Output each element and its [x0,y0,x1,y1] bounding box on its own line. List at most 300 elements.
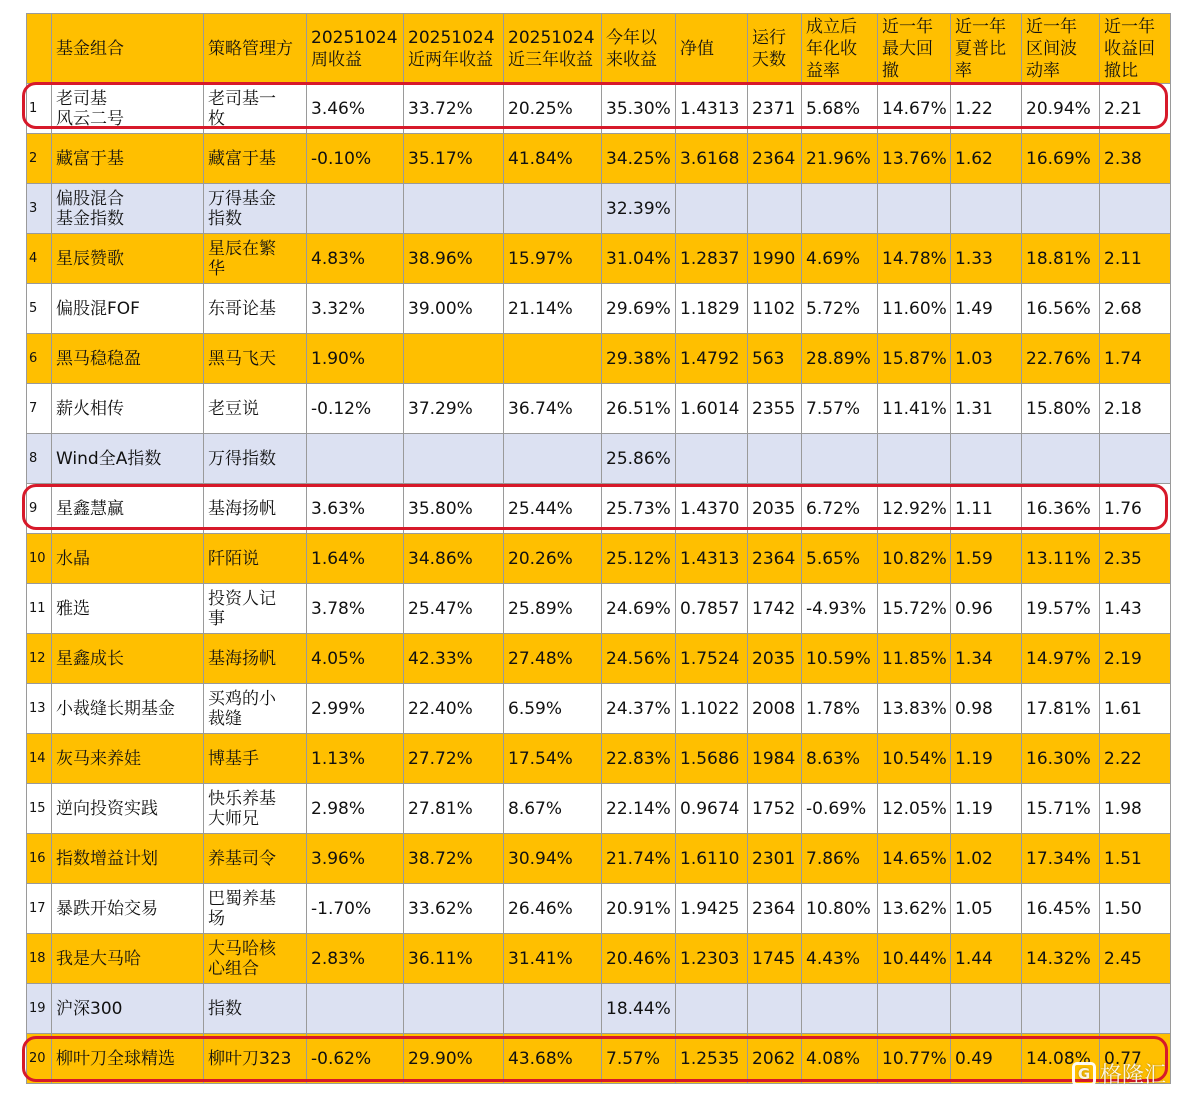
cell-portfolio: 星鑫慧赢 [52,484,204,534]
cell-nav: 1.7524 [676,634,748,684]
cell-running-days: 2355 [748,384,802,434]
cell-ytd-return: 24.69% [602,584,676,634]
cell-sharpe-ratio: 0.98 [951,684,1022,734]
table-row [27,534,1171,584]
table-row [27,484,1171,534]
cell-three-year-return [504,334,602,384]
cell-return-drawdown-ratio: 1.43 [1100,584,1171,634]
cell-max-drawdown: 10.82% [878,534,951,584]
cell-ytd-return: 22.14% [602,784,676,834]
cell-nav [676,984,748,1034]
cell-sharpe-ratio: 1.03 [951,334,1022,384]
cell-three-year-return: 20.25% [504,84,602,134]
cell-annualized-return [802,184,878,234]
cell-annualized-return: 5.68% [802,84,878,134]
cell-sharpe-ratio [951,984,1022,1034]
cell-index: 12 [27,634,52,684]
table-row [27,634,1171,684]
cell-annualized-return: 5.72% [802,284,878,334]
cell-annualized-return: 4.43% [802,934,878,984]
cell-volatility: 18.81% [1022,234,1100,284]
cell-two-year-return: 25.47% [404,584,504,634]
header-ytd-return: 今年以 来收益 [602,14,676,84]
cell-sharpe-ratio: 1.34 [951,634,1022,684]
cell-nav: 1.1829 [676,284,748,334]
cell-weekly-return: 2.98% [307,784,404,834]
cell-nav: 3.6168 [676,134,748,184]
cell-sharpe-ratio: 1.11 [951,484,1022,534]
cell-return-drawdown-ratio: 0.77 [1100,1034,1171,1084]
cell-max-drawdown: 11.60% [878,284,951,334]
cell-ytd-return: 29.69% [602,284,676,334]
cell-manager: 万得指数 [204,434,307,484]
cell-running-days [748,984,802,1034]
cell-manager: 老豆说 [204,384,307,434]
cell-return-drawdown-ratio: 1.61 [1100,684,1171,734]
cell-return-drawdown-ratio: 1.74 [1100,334,1171,384]
cell-index: 9 [27,484,52,534]
cell-manager: 万得基金 指数 [204,184,307,234]
cell-max-drawdown: 13.83% [878,684,951,734]
cell-running-days: 2364 [748,134,802,184]
table-row [27,784,1171,834]
cell-ytd-return: 32.39% [602,184,676,234]
cell-sharpe-ratio [951,184,1022,234]
cell-sharpe-ratio: 1.59 [951,534,1022,584]
cell-return-drawdown-ratio [1100,434,1171,484]
cell-max-drawdown: 11.41% [878,384,951,434]
cell-max-drawdown: 14.67% [878,84,951,134]
cell-annualized-return: 7.86% [802,834,878,884]
cell-max-drawdown: 11.85% [878,634,951,684]
cell-annualized-return: 6.72% [802,484,878,534]
cell-three-year-return: 25.89% [504,584,602,634]
cell-nav: 0.7857 [676,584,748,634]
cell-volatility: 16.30% [1022,734,1100,784]
cell-max-drawdown: 12.05% [878,784,951,834]
cell-volatility [1022,434,1100,484]
cell-annualized-return: 4.08% [802,1034,878,1084]
cell-index: 19 [27,984,52,1034]
cell-ytd-return: 29.38% [602,334,676,384]
cell-volatility: 14.97% [1022,634,1100,684]
cell-manager: 藏富于基 [204,134,307,184]
cell-weekly-return: 4.83% [307,234,404,284]
cell-return-drawdown-ratio: 2.18 [1100,384,1171,434]
cell-portfolio: 藏富于基 [52,134,204,184]
cell-nav: 1.9425 [676,884,748,934]
cell-annualized-return: 4.69% [802,234,878,284]
cell-ytd-return: 20.46% [602,934,676,984]
cell-volatility: 16.69% [1022,134,1100,184]
cell-portfolio: 偏股混合 基金指数 [52,184,204,234]
cell-portfolio: 指数增益计划 [52,834,204,884]
cell-two-year-return: 35.17% [404,134,504,184]
cell-sharpe-ratio: 1.62 [951,134,1022,184]
cell-sharpe-ratio: 1.33 [951,234,1022,284]
cell-two-year-return: 42.33% [404,634,504,684]
cell-return-drawdown-ratio [1100,984,1171,1034]
cell-max-drawdown: 10.54% [878,734,951,784]
cell-annualized-return: -0.69% [802,784,878,834]
cell-weekly-return: -0.12% [307,384,404,434]
table-row [27,584,1171,634]
cell-portfolio: 逆向投资实践 [52,784,204,834]
cell-two-year-return: 34.86% [404,534,504,584]
cell-manager: 阡陌说 [204,534,307,584]
cell-three-year-return [504,184,602,234]
cell-sharpe-ratio: 1.49 [951,284,1022,334]
header-manager: 策略管理方 [204,14,307,84]
cell-max-drawdown [878,984,951,1034]
cell-manager: 指数 [204,984,307,1034]
table-row [27,84,1171,134]
cell-return-drawdown-ratio: 2.22 [1100,734,1171,784]
cell-running-days: 1102 [748,284,802,334]
table-row [27,134,1171,184]
cell-volatility: 17.81% [1022,684,1100,734]
cell-sharpe-ratio: 0.49 [951,1034,1022,1084]
cell-annualized-return [802,434,878,484]
cell-sharpe-ratio: 1.19 [951,784,1022,834]
cell-two-year-return [404,434,504,484]
cell-portfolio: 老司基 风云二号 [52,84,204,134]
cell-two-year-return: 37.29% [404,384,504,434]
cell-portfolio: 薪火相传 [52,384,204,434]
table-row [27,834,1171,884]
table-row [27,384,1171,434]
cell-volatility: 15.71% [1022,784,1100,834]
cell-return-drawdown-ratio: 2.68 [1100,284,1171,334]
cell-three-year-return: 21.14% [504,284,602,334]
cell-two-year-return: 39.00% [404,284,504,334]
cell-two-year-return: 36.11% [404,934,504,984]
cell-manager: 柳叶刀323 [204,1034,307,1084]
cell-sharpe-ratio: 0.96 [951,584,1022,634]
header-row [27,14,1171,84]
cell-sharpe-ratio: 1.19 [951,734,1022,784]
cell-nav [676,184,748,234]
cell-nav: 1.4370 [676,484,748,534]
cell-volatility: 22.76% [1022,334,1100,384]
cell-manager: 老司基一 枚 [204,84,307,134]
cell-return-drawdown-ratio: 2.35 [1100,534,1171,584]
cell-nav: 1.6110 [676,834,748,884]
cell-annualized-return [802,984,878,1034]
cell-three-year-return [504,984,602,1034]
cell-manager: 买鸡的小 裁缝 [204,684,307,734]
table-row [27,1034,1171,1084]
cell-max-drawdown: 13.62% [878,884,951,934]
cell-running-days: 1742 [748,584,802,634]
header-weekly-return: 20251024 周收益 [307,14,404,84]
cell-sharpe-ratio: 1.02 [951,834,1022,884]
cell-manager: 博基手 [204,734,307,784]
cell-return-drawdown-ratio [1100,184,1171,234]
cell-max-drawdown: 10.44% [878,934,951,984]
cell-sharpe-ratio: 1.22 [951,84,1022,134]
cell-volatility [1022,984,1100,1034]
cell-weekly-return [307,184,404,234]
cell-sharpe-ratio: 1.05 [951,884,1022,934]
header-sharpe-ratio: 近一年 夏普比 率 [951,14,1022,84]
cell-max-drawdown: 10.77% [878,1034,951,1084]
cell-annualized-return: 5.65% [802,534,878,584]
cell-weekly-return: -1.70% [307,884,404,934]
table-row [27,984,1171,1034]
cell-running-days [748,434,802,484]
cell-portfolio: 灰马来养娃 [52,734,204,784]
cell-ytd-return: 34.25% [602,134,676,184]
cell-three-year-return: 17.54% [504,734,602,784]
cell-portfolio: 星辰赞歌 [52,234,204,284]
cell-ytd-return: 21.74% [602,834,676,884]
cell-running-days: 1745 [748,934,802,984]
cell-index: 15 [27,784,52,834]
cell-annualized-return: 21.96% [802,134,878,184]
cell-two-year-return: 35.80% [404,484,504,534]
header-annualized-return: 成立后 年化收 益率 [802,14,878,84]
cell-ytd-return: 25.73% [602,484,676,534]
cell-two-year-return: 22.40% [404,684,504,734]
cell-running-days [748,184,802,234]
cell-return-drawdown-ratio: 1.76 [1100,484,1171,534]
cell-nav: 1.2303 [676,934,748,984]
header-running-days: 运行 天数 [748,14,802,84]
table-row [27,184,1171,234]
cell-two-year-return: 29.90% [404,1034,504,1084]
cell-annualized-return: 1.78% [802,684,878,734]
cell-volatility: 16.56% [1022,284,1100,334]
cell-index: 5 [27,284,52,334]
cell-index: 2 [27,134,52,184]
cell-max-drawdown: 13.76% [878,134,951,184]
cell-volatility: 17.34% [1022,834,1100,884]
cell-two-year-return [404,184,504,234]
cell-manager: 巴蜀养基 场 [204,884,307,934]
cell-three-year-return [504,434,602,484]
cell-annualized-return: 28.89% [802,334,878,384]
table-row [27,434,1171,484]
cell-max-drawdown [878,434,951,484]
cell-two-year-return: 38.96% [404,234,504,284]
cell-index: 17 [27,884,52,934]
cell-running-days: 563 [748,334,802,384]
table-row [27,684,1171,734]
cell-running-days: 2364 [748,884,802,934]
cell-portfolio: 我是大马哈 [52,934,204,984]
cell-portfolio: 星鑫成长 [52,634,204,684]
cell-nav: 1.5686 [676,734,748,784]
cell-manager: 投资人记 事 [204,584,307,634]
cell-running-days: 2364 [748,534,802,584]
header-portfolio: 基金组合 [52,14,204,84]
cell-three-year-return: 41.84% [504,134,602,184]
cell-weekly-return: 3.63% [307,484,404,534]
cell-ytd-return: 26.51% [602,384,676,434]
cell-max-drawdown: 14.65% [878,834,951,884]
cell-weekly-return [307,984,404,1034]
cell-ytd-return: 20.91% [602,884,676,934]
cell-max-drawdown: 12.92% [878,484,951,534]
cell-sharpe-ratio [951,434,1022,484]
cell-max-drawdown [878,184,951,234]
cell-ytd-return: 22.83% [602,734,676,784]
cell-nav: 1.6014 [676,384,748,434]
cell-volatility: 14.08% [1022,1034,1100,1084]
cell-weekly-return: -0.62% [307,1034,404,1084]
cell-three-year-return: 20.26% [504,534,602,584]
table-row [27,234,1171,284]
cell-three-year-return: 31.41% [504,934,602,984]
cell-return-drawdown-ratio: 1.51 [1100,834,1171,884]
cell-three-year-return: 8.67% [504,784,602,834]
cell-weekly-return: 1.13% [307,734,404,784]
cell-weekly-return [307,434,404,484]
cell-ytd-return: 25.12% [602,534,676,584]
header-index [27,14,52,84]
cell-running-days: 1752 [748,784,802,834]
cell-running-days: 1990 [748,234,802,284]
cell-annualized-return: -4.93% [802,584,878,634]
cell-weekly-return: 1.90% [307,334,404,384]
cell-ytd-return: 31.04% [602,234,676,284]
cell-three-year-return: 6.59% [504,684,602,734]
header-volatility: 近一年 区间波 动率 [1022,14,1100,84]
cell-manager: 养基司令 [204,834,307,884]
cell-return-drawdown-ratio: 2.45 [1100,934,1171,984]
cell-two-year-return: 33.72% [404,84,504,134]
cell-running-days: 2301 [748,834,802,884]
header-three-year-return: 20251024 近三年收益 [504,14,602,84]
cell-manager: 基海扬帆 [204,484,307,534]
cell-index: 1 [27,84,52,134]
cell-return-drawdown-ratio: 2.11 [1100,234,1171,284]
header-nav: 净值 [676,14,748,84]
cell-portfolio: 黑马稳稳盈 [52,334,204,384]
cell-volatility: 19.57% [1022,584,1100,634]
cell-index: 11 [27,584,52,634]
cell-return-drawdown-ratio: 1.50 [1100,884,1171,934]
cell-ytd-return: 18.44% [602,984,676,1034]
cell-portfolio: 暴跌开始交易 [52,884,204,934]
cell-volatility: 20.94% [1022,84,1100,134]
cell-ytd-return: 7.57% [602,1034,676,1084]
cell-running-days: 2035 [748,484,802,534]
cell-index: 13 [27,684,52,734]
cell-index: 3 [27,184,52,234]
cell-volatility: 15.80% [1022,384,1100,434]
table-row [27,334,1171,384]
cell-manager: 大马哈核 心组合 [204,934,307,984]
cell-three-year-return: 36.74% [504,384,602,434]
cell-three-year-return: 15.97% [504,234,602,284]
cell-manager: 星辰在繁 华 [204,234,307,284]
cell-index: 14 [27,734,52,784]
cell-manager: 快乐养基 大师兄 [204,784,307,834]
cell-two-year-return: 27.72% [404,734,504,784]
cell-return-drawdown-ratio: 2.21 [1100,84,1171,134]
cell-portfolio: Wind全A指数 [52,434,204,484]
fund-ranking-table [26,13,1171,1084]
cell-annualized-return: 7.57% [802,384,878,434]
cell-volatility: 16.36% [1022,484,1100,534]
cell-running-days: 1984 [748,734,802,784]
cell-running-days: 2035 [748,634,802,684]
cell-annualized-return: 10.80% [802,884,878,934]
cell-volatility: 16.45% [1022,884,1100,934]
cell-nav: 1.4792 [676,334,748,384]
cell-portfolio: 沪深300 [52,984,204,1034]
cell-nav: 1.4313 [676,84,748,134]
cell-return-drawdown-ratio: 2.38 [1100,134,1171,184]
cell-weekly-return: 4.05% [307,634,404,684]
cell-ytd-return: 24.56% [602,634,676,684]
cell-index: 7 [27,384,52,434]
watermark-text: 格隆汇 [1100,1063,1167,1088]
table-row [27,734,1171,784]
cell-two-year-return: 33.62% [404,884,504,934]
cell-three-year-return: 43.68% [504,1034,602,1084]
cell-nav: 1.2535 [676,1034,748,1084]
cell-three-year-return: 27.48% [504,634,602,684]
cell-weekly-return: 2.83% [307,934,404,984]
cell-annualized-return: 8.63% [802,734,878,784]
cell-max-drawdown: 15.87% [878,334,951,384]
cell-three-year-return: 25.44% [504,484,602,534]
cell-weekly-return: 3.78% [307,584,404,634]
cell-three-year-return: 30.94% [504,834,602,884]
cell-nav: 1.1022 [676,684,748,734]
cell-index: 4 [27,234,52,284]
cell-ytd-return: 25.86% [602,434,676,484]
cell-weekly-return: 1.64% [307,534,404,584]
cell-portfolio: 雅选 [52,584,204,634]
cell-weekly-return: 3.96% [307,834,404,884]
cell-return-drawdown-ratio: 2.19 [1100,634,1171,684]
table-row [27,884,1171,934]
cell-index: 6 [27,334,52,384]
cell-return-drawdown-ratio: 1.98 [1100,784,1171,834]
cell-annualized-return: 10.59% [802,634,878,684]
cell-volatility [1022,184,1100,234]
cell-sharpe-ratio: 1.44 [951,934,1022,984]
cell-running-days: 2371 [748,84,802,134]
gelonghui-logo-icon: G [1072,1062,1096,1086]
cell-weekly-return: 3.32% [307,284,404,334]
watermark [1072,1058,1166,1089]
cell-volatility: 14.32% [1022,934,1100,984]
cell-portfolio: 偏股混FOF [52,284,204,334]
cell-weekly-return: 3.46% [307,84,404,134]
cell-max-drawdown: 15.72% [878,584,951,634]
table-row [27,934,1171,984]
header-return-drawdown-ratio: 近一年 收益回 撤比 [1100,14,1171,84]
cell-weekly-return: -0.10% [307,134,404,184]
cell-ytd-return: 35.30% [602,84,676,134]
cell-two-year-return: 38.72% [404,834,504,884]
cell-two-year-return [404,984,504,1034]
cell-nav: 1.4313 [676,534,748,584]
cell-portfolio: 小裁缝长期基金 [52,684,204,734]
cell-manager: 黑马飞天 [204,334,307,384]
cell-index: 10 [27,534,52,584]
cell-manager: 基海扬帆 [204,634,307,684]
cell-two-year-return [404,334,504,384]
cell-index: 18 [27,934,52,984]
cell-sharpe-ratio: 1.31 [951,384,1022,434]
cell-volatility: 13.11% [1022,534,1100,584]
